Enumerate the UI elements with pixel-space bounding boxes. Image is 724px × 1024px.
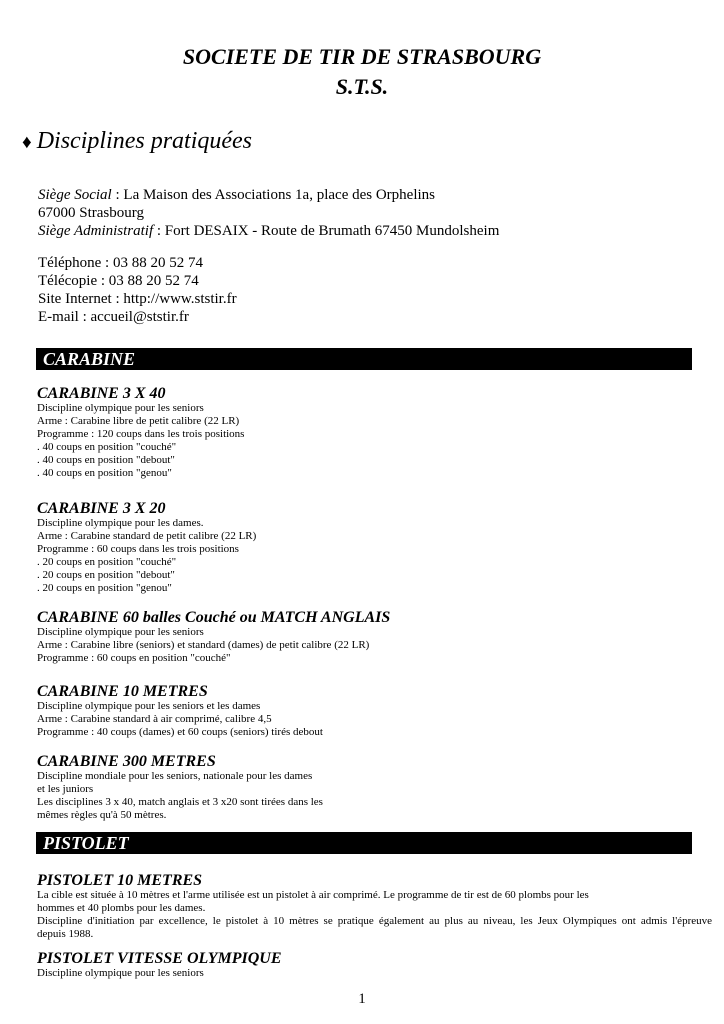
subsection-body: [37, 517, 724, 595]
body-line: Arme : Carabine standard de petit calibre (22 LR): [37, 530, 257, 542]
body-line: Discipline olympique pour les seniors: [37, 626, 204, 638]
body-line: Programme : 120 coups dans les trois positions: [37, 428, 245, 440]
subsection-body: [37, 889, 712, 941]
subsection-body: [37, 770, 724, 822]
city-line: 67000 Strasbourg: [38, 205, 144, 221]
body-line: Discipline olympique pour les seniors: [37, 402, 204, 414]
page-number: 1: [358, 991, 366, 1007]
body-line: Arme : Carabine libre (seniors) et standard (dames) de petit calibre (22 LR): [37, 639, 370, 651]
siege-social-label: Siège Social: [38, 187, 112, 203]
diamond-bullet-icon: ♦: [22, 132, 32, 153]
subsection-title: CARABINE 300 METRES: [37, 753, 216, 770]
body-line: . 20 coups en position "debout": [37, 569, 175, 581]
body-line: depuis 1988.: [37, 928, 94, 940]
body-line: Arme : Carabine standard à air comprimé, calibre 4,5: [37, 713, 272, 725]
email-line: E-mail : accueil@ststir.fr: [38, 309, 189, 325]
body-line: . 40 coups en position "couché": [37, 441, 177, 453]
contact-block: [0, 186, 724, 326]
page-title-line2: S.T.S.: [335, 74, 389, 99]
subsection-carabine-3x40: [37, 385, 724, 480]
body-line: Discipline olympique pour les seniors: [37, 967, 204, 979]
subsection-body: [37, 700, 724, 739]
body-line: Programme : 60 coups en position "couché": [37, 652, 231, 664]
section-banner-carabine: CARABINE: [36, 348, 692, 370]
body-line: Programme : 40 coups (dames) et 60 coups (seniors) tirés debout: [37, 726, 323, 738]
fax-line: Télécopie : 03 88 20 52 74: [38, 273, 199, 289]
body-line: mêmes règles qu'à 50 mètres.: [37, 809, 167, 821]
body-line: Les disciplines 3 x 40, match anglais et 3 x20 sont tirées dans les: [37, 796, 323, 808]
subsection-body: [37, 626, 724, 665]
subsection-carabine-300-metres: [37, 753, 724, 822]
subsection-title: PISTOLET 10 METRES: [37, 872, 203, 889]
body-line: Discipline d'initiation par excellence, le pistolet à 10 mètres se pratique également au plus au niveau, les Jeux Olympiques ont admis l'épreuve: [37, 915, 712, 927]
subsection-title: PISTOLET VITESSE OLYMPIQUE: [37, 950, 282, 967]
body-line: . 20 coups en position "genou": [37, 582, 172, 594]
siege-social-line: [38, 186, 724, 204]
subsection-carabine-3x20: [37, 500, 724, 595]
subsection-pistolet-vitesse-olympique: [37, 950, 724, 980]
body-line: hommes et 40 plombs pour les dames.: [37, 902, 206, 914]
subsection-body: [37, 967, 724, 980]
body-line: La cible est située à 10 mètres et l'arme utilisée est un pistolet à air comprimé. Le programme de tir est de 60 plombs pour les: [37, 889, 589, 901]
body-line: et les juniors: [37, 783, 94, 795]
body-line: Programme : 60 coups dans les trois positions: [37, 543, 239, 555]
subsection-title: CARABINE 3 X 20: [37, 500, 166, 517]
siege-social-value: : La Maison des Associations 1a, place des Orphelins: [111, 187, 436, 203]
page-title-line1: SOCIETE DE TIR DE STRASBOURG: [182, 44, 542, 69]
phone-line: Téléphone : 03 88 20 52 74: [38, 255, 203, 271]
body-line: . 20 coups en position "couché": [37, 556, 177, 568]
section-banner-pistolet: PISTOLET: [36, 832, 692, 854]
siege-administratif-line: [38, 222, 724, 240]
siege-administratif-label: Siège Administratif: [38, 223, 154, 239]
subsection-title: CARABINE 10 METRES: [37, 683, 208, 700]
body-line: Discipline olympique pour les dames.: [37, 517, 204, 529]
body-line: Discipline olympique pour les seniors et les dames: [37, 700, 261, 712]
subsection-body: [37, 402, 724, 480]
body-line: . 40 coups en position "debout": [37, 454, 175, 466]
body-line: Arme : Carabine libre de petit calibre (22 LR): [37, 415, 240, 427]
body-line: . 40 coups en position "genou": [37, 467, 172, 479]
subsection-carabine-60-balles: [37, 609, 724, 665]
subsection-pistolet-10-metres: [37, 872, 724, 941]
body-line: Discipline mondiale pour les seniors, nationale pour les dames: [37, 770, 313, 782]
contact-spacer: [38, 240, 724, 254]
siege-administratif-value: : Fort DESAIX - Route de Brumath 67450 Mundolsheim: [153, 223, 500, 239]
disciplines-heading-label: Disciplines pratiquées: [36, 128, 253, 154]
subsection-title: CARABINE 3 X 40: [37, 385, 166, 402]
subsection-carabine-10-metres: [37, 683, 724, 739]
disciplines-heading: [0, 126, 724, 158]
subsection-title: CARABINE 60 balles Couché ou MATCH ANGLAIS: [37, 609, 391, 626]
website-line: Site Internet : http://www.ststir.fr: [38, 291, 237, 307]
